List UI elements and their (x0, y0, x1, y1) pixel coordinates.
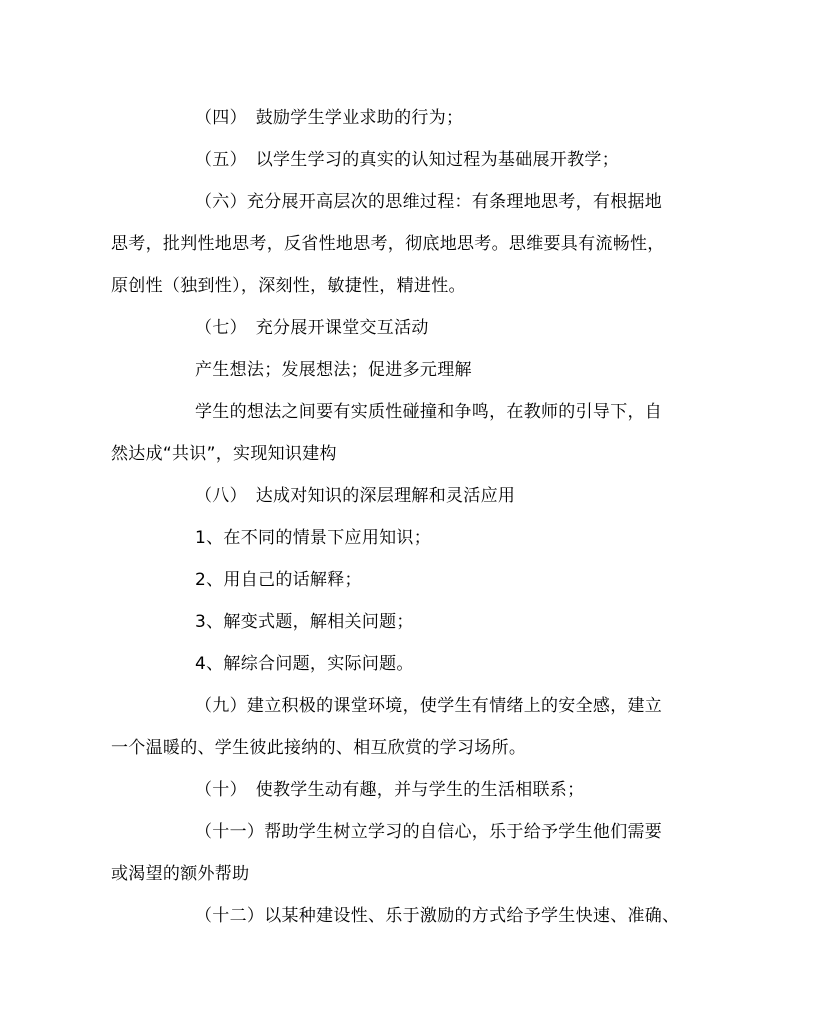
paragraph-9-line-2: 一个温暖的、学生彼此接纳的、相互欣赏的学习场所。 (111, 738, 527, 758)
list-item-1: 1、在不同的情景下应用知识； (195, 528, 432, 548)
paragraph-7-sub: 产生想法；发展想法；促进多元理解 (195, 360, 472, 380)
paragraph-9-line-1: （九）建立积极的课堂环境，使学生有情绪上的安全感，建立 (195, 696, 663, 716)
paragraph-6-line-1: （六）充分展开高层次的思维过程：有条理地思考，有根据地 (195, 192, 663, 212)
paragraph-10: （十） 使教学生动有趣，并与学生的生活相联系； (195, 780, 585, 800)
paragraph-8: （八） 达成对知识的深层理解和灵活应用 (195, 486, 516, 506)
list-item-3: 3、解变式题，解相关问题； (195, 612, 414, 632)
paragraph-11-line-2: 或渴望的额外帮助 (111, 864, 250, 884)
paragraph-12: （十二）以某种建设性、乐于激励的方式给予学生快速、准确、 (195, 906, 680, 926)
paragraph-6-line-3: 原创性（独到性），深刻性，敏捷性，精进性。 (111, 276, 466, 296)
list-item-4: 4、解综合问题，实际问题。 (195, 654, 414, 674)
paragraph-7: （七） 充分展开课堂交互活动 (195, 318, 429, 338)
paragraph-7-detail-line-1: 学生的想法之间要有实质性碰撞和争鸣，在教师的引导下，自 (195, 402, 663, 422)
paragraph-5: （五） 以学生学习的真实的认知过程为基础展开教学； (195, 150, 619, 170)
paragraph-7-detail-line-2: 然达成“共识”，实现知识建构 (111, 444, 337, 464)
list-item-2: 2、用自己的话解释； (195, 570, 362, 590)
paragraph-4: （四） 鼓励学生学业求助的行为； (195, 108, 464, 128)
paragraph-11-line-1: （十一）帮助学生树立学习的自信心，乐于给予学生他们需要 (195, 822, 663, 842)
paragraph-6-line-2: 思考，批判性地思考，反省性地思考，彻底地思考。思维要具有流畅性， (111, 234, 665, 254)
